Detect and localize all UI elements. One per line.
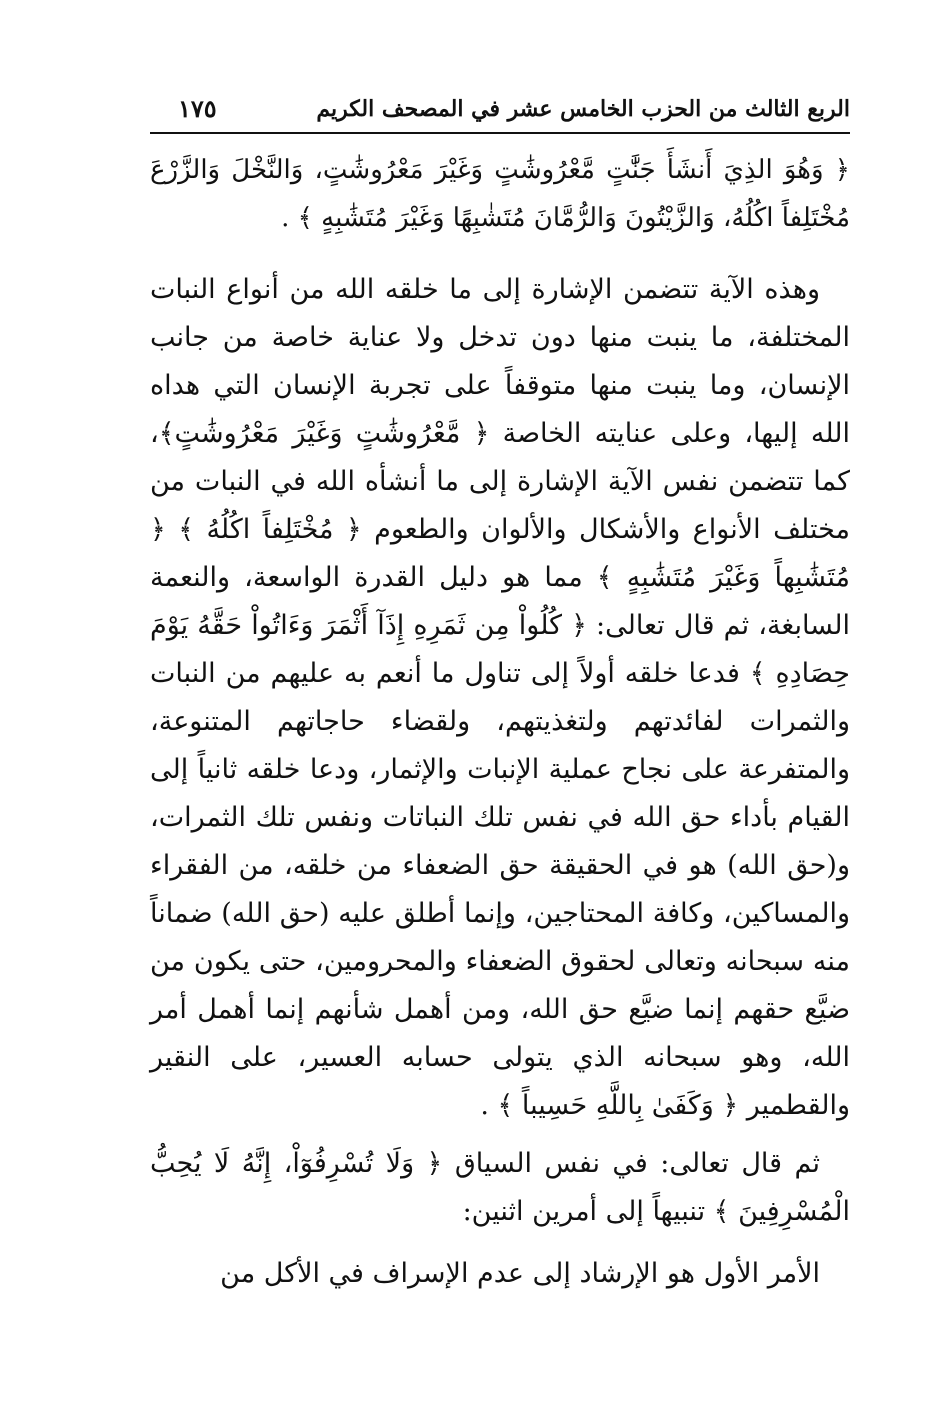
page	[150, 88, 850, 1298]
paragraph-2: ثم قال تعالى: في نفس السياق ﴿ وَلَا تُسْرِفُوٓاْ، إِنَّهُ لَا يُحِبُّ الْمُسْرِفِينَ ﴾ تنبيهاً إلى أمرين اثنين:	[150, 1148, 850, 1227]
paragraph-1: وهذه الآية تتضمن الإشارة إلى ما خلقه الله من أنواع النبات المختلفة، ما ينبت منها دون تدخل ولا عناية خاصة من جانب الإنسان، وما ينبت منها متوقفاً على تجربة الإنسان التي هداه الله إليها، وعلى عنايته الخاصة ﴿ مَّعْرُوشَٰتٍ وَغَيْرَ مَعْرُوشَٰتٍ﴾، كما تتضمن نفس الآية الإشارة إلى ما أنشأه الله في النبات من مختلف الأنواع والأشكال والألوان والطعوم ﴿ مُخْتَلِفاً اكُلُهُ ﴾ ﴿ مُتَشَٰبِهاً وَغَيْرَ مُتَشَٰبِهٍ ﴾ مما هو دليل القدرة الواسعة، والنعمة السابغة، ثم قال تعالى: ﴿ كُلُواْ مِن ثَمَرِهِ إِذَآ أَثْمَرَ وَءَاتُواْ حَقَّهُ يَوْمَ حِصَادِهِ ﴾ فدعا خلقه أولاً إلى تناول ما أنعم به عليهم من النبات والثمرات لفائدتهم ولتغذيتهم، ولقضاء حاجاتهم المتنوعة، والمتفرعة على نجاح عملية الإنبات والإثمار، ودعا خلقه ثانياً إلى القيام بأداء حق الله في نفس تلك النباتات ونفس تلك الثمرات، و(حق الله) هو في الحقيقة حق الضعفاء من خلقه، من الفقراء والمساكين، وكافة المحتاجين، وإنما أطلق عليه (حق الله) ضماناً منه سبحانه وتعالى لحقوق الضعفاء والمحرومين، حتى يكون من ضيَّع حقهم إنما ضيَّع حق الله، ومن أهمل شأنهم إنما أهمل أمر الله، وهو سبحانه الذي يتولى حسابه العسير، على النقير والقطمير ﴿ وَكَفَىٰ بِاللَّهِ حَسِيباً ﴾ .	[150, 274, 850, 1121]
quran-verse: ﴿ وَهُوَ الذِيَ أَنشَأَ جَنَّٰتٍ مَّعْرُوشَٰتٍ وَغَيْرَ مَعْرُوشَٰتٍ، وَالنَّخْلَ وَالزَّرْعَ مُخْتَلِفاً اكُلُهُ، وَالزَّيْتُونَ وَالرُّمَّانَ مُتَشٰبِهًا وَغَيْرَ مُتَشَٰبِهٍ ﴾ .	[150, 155, 850, 233]
page-number: ١٧٥	[178, 94, 217, 123]
paragraph-3: الأمر الأول هو الإرشاد إلى عدم الإسراف في الأكل من	[220, 1258, 820, 1289]
page-header	[150, 88, 850, 134]
running-title: الربع الثالث من الحزب الخامس عشر في المصحف الكريم	[316, 96, 850, 122]
